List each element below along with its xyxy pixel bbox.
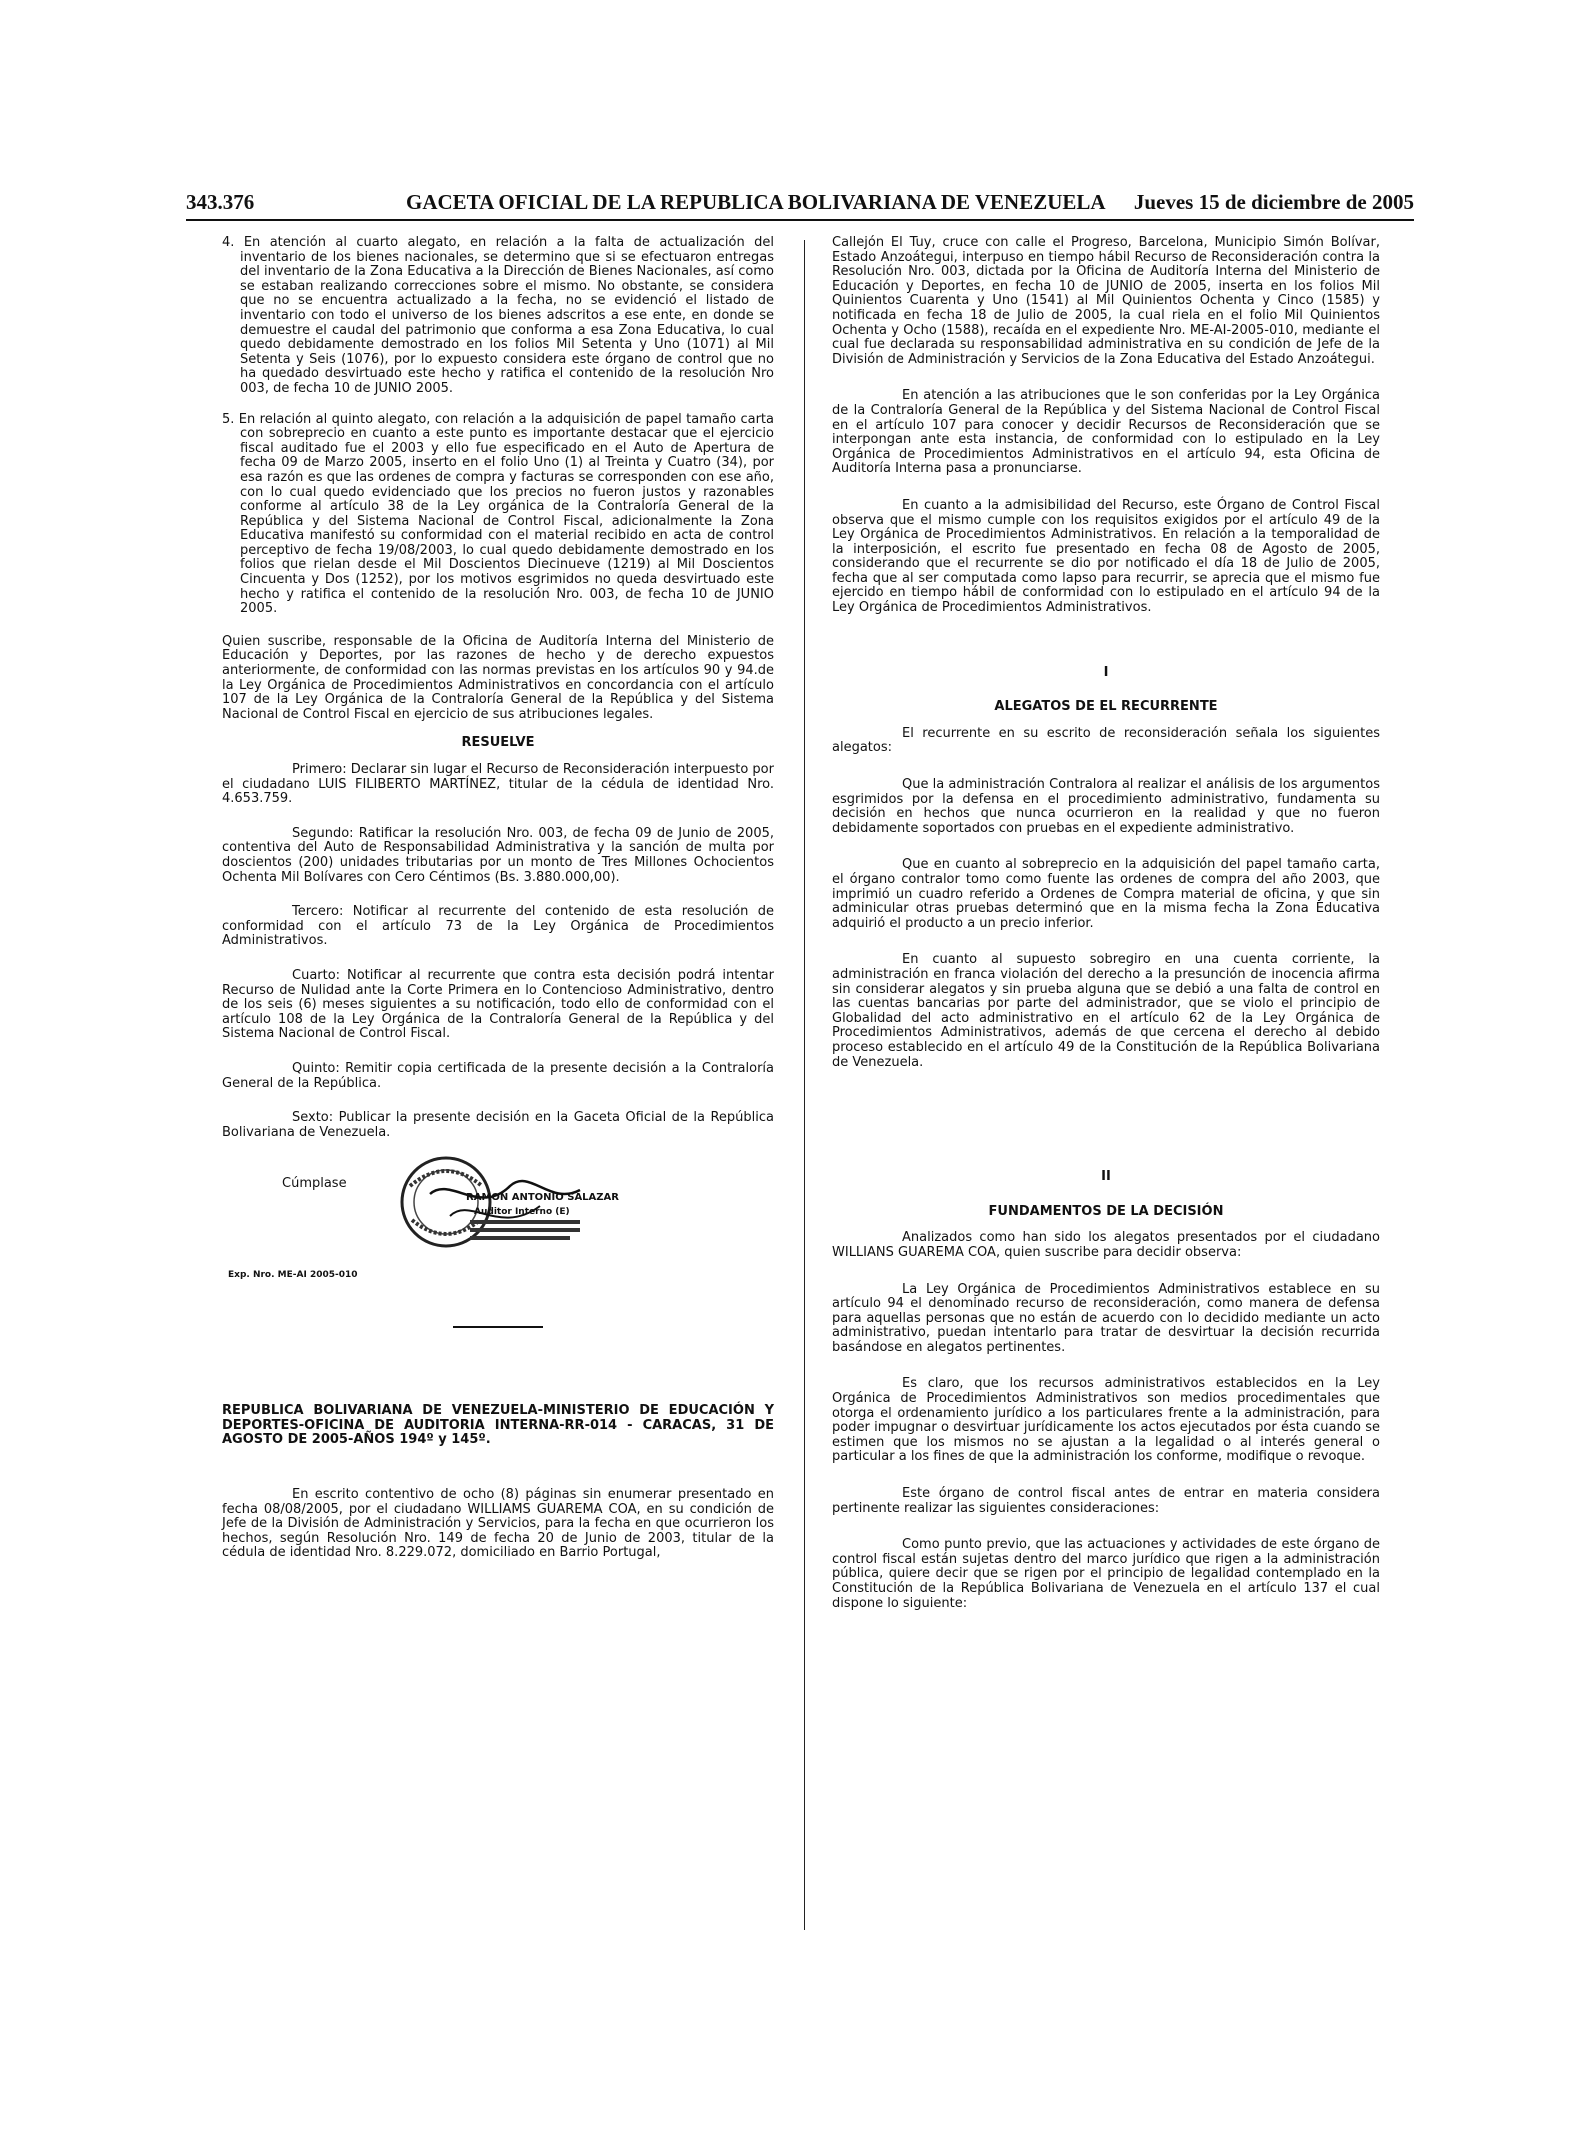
resolution-segundo: Segundo: Ratificar la resolución Nro. 003, de fecha 09 de Junio de 2005, contentiva del Auto de Responsabilidad Administrativa y la sanción de multa por doscientos (200) unidades tributarias por un monto de Tres Millones Ochocientos Ochenta Mil Bolívares con Cero Céntimos (Bs. 3.880.000,00). — [222, 825, 774, 885]
section-number-ii: II — [1101, 1169, 1111, 1185]
section-number-i: I — [1103, 664, 1109, 680]
alegato-3: En cuanto al supuesto sobregiro en una cuenta corriente, la administración en franca violación del derecho a la presunción de inocencia afirma sin considerar alegatos y sin prueba alguna que se debió a una falta de control en las cuentas bancarias por parte del administrador, que se violo el principio de Globalidad del acto administrativo en el artículo 62 de la Ley Orgánica de Procedimientos Administrativos, además de que cercena el derecho al debido proceso establecido en el artículo 49 de la Constitución de la República Bolivariana de Venezuela. — [832, 952, 1380, 1070]
paragraph-point-5: 5. En relación al quinto alegato, con relación a la adquisición de papel tamaño carta con sobreprecio en cuanto a este punto es importante destacar que el ejercicio fiscal auditado fue el 2003 y ello fue especificado en el Auto de Apertura de fecha 09 de Marzo 2005, inserto en el folio Uno (1) al Treinta y Cuatro (34), por esa razón es que las ordenes de compra y facturas se corresponden con ese año, con lo cual quedo evidenciado que los precios no fueron justos y razonables conforme al artículo 38 de la Ley orgánica de la Contraloría General de la República y del Sistema Nacional de Control Fiscal, adicionalmente la Zona Educativa manifestó su conformidad con el material recibido en acta de control perceptivo de fecha 19/08/2003, lo cual quedo debidamente demostrado en los folios que rielan desde el Mil Doscientos Diecinueve (1219) al Mil Doscientos Cincuenta y Dos (1252), por los motivos esgrimidos no queda desvirtuado este hecho y ratifica el contenido de la resolución Nro. 003, de fecha 10 de JUNIO 2005. — [222, 411, 774, 617]
paragraph-escrito: En escrito contentivo de ocho (8) páginas sin enumerar presentado en fecha 08/08/2005, por el ciudadano WILLIAMS GUAREMA COA, en su condición de Jefe de la División de Administración y Servicios, para la fecha en que ocurrieron los hechos, según Resolución Nro. 149 de fecha 20 de Junio de 2003, titular de la cédula de identidad Nro. 8.229.072, domiciliado en Barrio Portugal, — [222, 1487, 774, 1561]
paragraph-continuation: Callejón El Tuy, cruce con calle el Progreso, Barcelona, Municipio Simón Bolívar, Estado Anzoátegui, interpuso en tiempo hábil Recurso de Reconsideración contra la Resolución Nro. 003, dictada por la Oficina de Auditoría Interna del Ministerio de Educación y Deportes, en fecha 10 de JUNIO de 2005, inserta en los folios Mil Quinientos Cuarenta y Uno (1541) al Mil Quinientos Ochenta y Cinco (1585) y notificada en fecha 18 de Julio de 2005, la cual riela en el folio Mil Quinientos Ochenta y Ocho (1588), recaída en el expediente Nro. ME-AI-2005-010, mediante el cual fue declarada su responsabilidad administrativa en su condición de Jefe de la División de Administración y Servicios de la Zona Educativa del Estado Anzoátegui. — [832, 235, 1380, 367]
paragraph-atencion: En atención a las atribuciones que le son conferidas por la Ley Orgánica de la Contraloría General de la República y del Sistema Nacional de Control Fiscal en el artículo 107 para conocer y decidir Recursos de Reconsideración que se interpongan ante esta instancia, de conformidad con lo estipulado en la Ley Orgánica de Procedimientos Administrativos en el artículo 94, esta Oficina de Auditoría Interna pasa a pronunciarse. — [832, 388, 1380, 477]
stamp-name: RAMON ANTONIO SALAZAR — [466, 1192, 619, 1204]
alegato-1: Que la administración Contralora al realizar el análisis de los argumentos esgrimidos por la defensa en el procedimiento administrativo, fundamenta su decisión en hechos que nunca ocurrieron en la realidad y que no fueron debidamente soportados con pruebas en el expediente administrativo. — [832, 777, 1380, 836]
resolution-tercero: Tercero: Notificar al recurrente del contenido de esta resolución de conformidad con el artículo 73 de la Ley Orgánica de Procedimientos Administrativos. — [222, 904, 774, 949]
stamp-role: Auditor Interno (E) — [474, 1207, 570, 1218]
alegatos-heading: ALEGATOS DE EL RECURRENTE — [994, 699, 1218, 715]
gazette-title: GACETA OFICIAL DE LA REPUBLICA BOLIVARIANA DE VENEZUELA — [406, 190, 1106, 214]
fundamentos-heading: FUNDAMENTOS DE LA DECISIÓN — [988, 1203, 1224, 1219]
alegatos-intro: El recurrente en su escrito de reconsideración señala los siguientes alegatos: — [832, 725, 1380, 756]
paragraph-admisibilidad: En cuanto a la admisibilidad del Recurso, este Órgano de Control Fiscal observa que el mismo cumple con los requisitos exigidos por el artículo 49 de la Ley Orgánica de Procedimientos Administrativos. En relación a la temporalidad de la interposición, el escrito fue presentado en fecha 08 de Agosto de 2005, considerando que el recurrente se dio por notificado el día 18 de Julio de 2005, fecha que al ser computada como lapso para recurrir, se aprecia que el mismo fue ejercido en tiempo hábil de conformidad con lo estipulado en el artículo 94 de la Ley Orgánica de Procedimientos Administrativos. — [832, 497, 1380, 616]
paragraph-quien-suscribe: Quien suscribe, responsable de la Oficina de Auditoría Interna del Ministerio de Educación y Deportes, por las razones de hecho y de derecho expuestos anteriormente, de conformidad con las normas previstas en los artículos 90 y 94.de la Ley Orgánica de Procedimientos Administrativos en concordancia con el artículo 107 de la Ley Orgánica de la Contraloría General de la República y del Sistema Nacional de Control Fiscal en ejercicio de sus atribuciones legales. — [222, 633, 774, 722]
section-divider — [453, 1326, 543, 1328]
paragraph-point-4: 4. En atención al cuarto alegato, en relación a la falta de actualización del inventario de los bienes nacionales, se determino que si se efectuaron entregas del inventario de la Zona Educativa a la Dirección de Bienes Nacionales, así como se estaban realizando correcciones sobre el mismo. No obstante, se considera que no se encuentra actualizado a la fecha, no se evidenció el listado de inventario con todo el universo de los bienes adscritos a ese ente, en donde se demuestre el caudal del patrimonio que conforma a esa Zona Educativa, lo cual quedo debidamente demostrado en los folios Mil Setenta y Uno (1071) al Mil Setenta y Seis (1076), por lo expuesto considera este órgano de control que no ha quedado desvirtuado este hecho y ratifica el contenido de la resolución Nro 003, de fecha 10 de JUNIO 2005. — [222, 235, 774, 396]
resolution-sexto: Sexto: Publicar la presente decisión en la Gaceta Oficial de la República Bolivariana de Venezuela. — [222, 1110, 774, 1140]
cumplase-label: Cúmplase — [282, 1176, 347, 1192]
official-seal-stamp — [390, 1146, 619, 1266]
fundamento-5: Como punto previo, que las actuaciones y actividades de este órgano de control fiscal están sujetas dentro del marco jurídico que rigen a la administración pública, quiere decir que se rigen por el principio de legalidad contemplado en la Constitución de la República Bolivariana de Venezuela en el artículo 137 el cual dispone lo siguiente: — [832, 1537, 1380, 1611]
resolution-primero: Primero: Declarar sin lugar el Recurso de Reconsideración interpuesto por el ciudadano LUIS FILIBERTO MARTÍNEZ, titular de la cédula de identidad Nro. 4.653.759. — [222, 762, 774, 807]
resolution-quinto: Quinto: Remitir copia certificada de la presente decisión a la Contraloría General de la República. — [222, 1060, 774, 1091]
left-column — [222, 236, 774, 1571]
page-header — [186, 190, 1414, 220]
signature-block — [222, 1146, 774, 1286]
resolution-cuarto: Cuarto: Notificar al recurrente que contra esta decisión podrá intentar Recurso de Nulidad ante la Corte Primera en lo Contencioso Administrativo, dentro de los seis (6) meses siguientes a su notificación, todo ello de conformidad con el artículo 108 de la Ley Orgánica de la Contraloría General de la República y del Sistema Nacional de Control Fiscal. — [222, 967, 774, 1042]
fundamento-2: La Ley Orgánica de Procedimientos Administrativos establece en su artículo 94 el denominado recurso de reconsideración, como manera de defensa para aquellas personas que no están de acuerdo con lo decidido mediante un acto administrativo, puedan intentarlo para tratar de desvirtuar la decisión recurrida basándose en alegatos pertinentes. — [832, 1281, 1380, 1355]
fundamento-4: Este órgano de control fiscal antes de entrar en materia considera pertinente realizar las siguientes consideraciones: — [832, 1486, 1380, 1516]
right-column — [832, 236, 1380, 1621]
alegato-2: Que en cuanto al sobreprecio en la adquisición del papel tamaño carta, el órgano contralor tomo como fuente las ordenes de compra del año 2003, que imprimió un cuadro referido a Ordenes de Compra material de oficina, y que sin adminicular otras pruebas determinó que en la misma fecha la Zona Educativa adquirió el producto a un precio inferior. — [832, 857, 1380, 931]
column-separator — [804, 240, 805, 1930]
expediente-number: Exp. Nro. ME-AI 2005-010 — [228, 1270, 358, 1281]
fundamento-3: Es claro, que los recursos administrativos establecidos en la Ley Orgánica de Procedimientos Administrativos son medios procedimentales que otorga el ordenamiento jurídico a los particulares frente a la administración, para poder impugnar o desvirtuar jurídicamente los actos ejecutados por ésta cuando se estimen que los mismos no se ajustan a la legalidad o al interés general o particular a los fines de que la administración los conforme, modifique o revoque. — [832, 1376, 1380, 1465]
header-rule — [186, 219, 1414, 221]
fundamento-1: Analizados como han sido los alegatos presentados por el ciudadano WILLIANS GUAREMA COA, quien suscribe para decidir observa: — [832, 1230, 1380, 1260]
ministry-title: REPUBLICA BOLIVARIANA DE VENEZUELA-MINISTERIO DE EDUCACIÓN Y DEPORTES-OFICINA DE AUDITORIA INTERNA-RR-014 - CARACAS, 31 DE AGOSTO DE 2005-AÑOS 194º y 145º. — [222, 1403, 774, 1448]
issue-date: Jueves 15 de diciembre de 2005 — [1133, 190, 1414, 214]
page-number: 343.376 — [186, 190, 255, 214]
resuelve-heading: RESUELVE — [461, 735, 535, 751]
